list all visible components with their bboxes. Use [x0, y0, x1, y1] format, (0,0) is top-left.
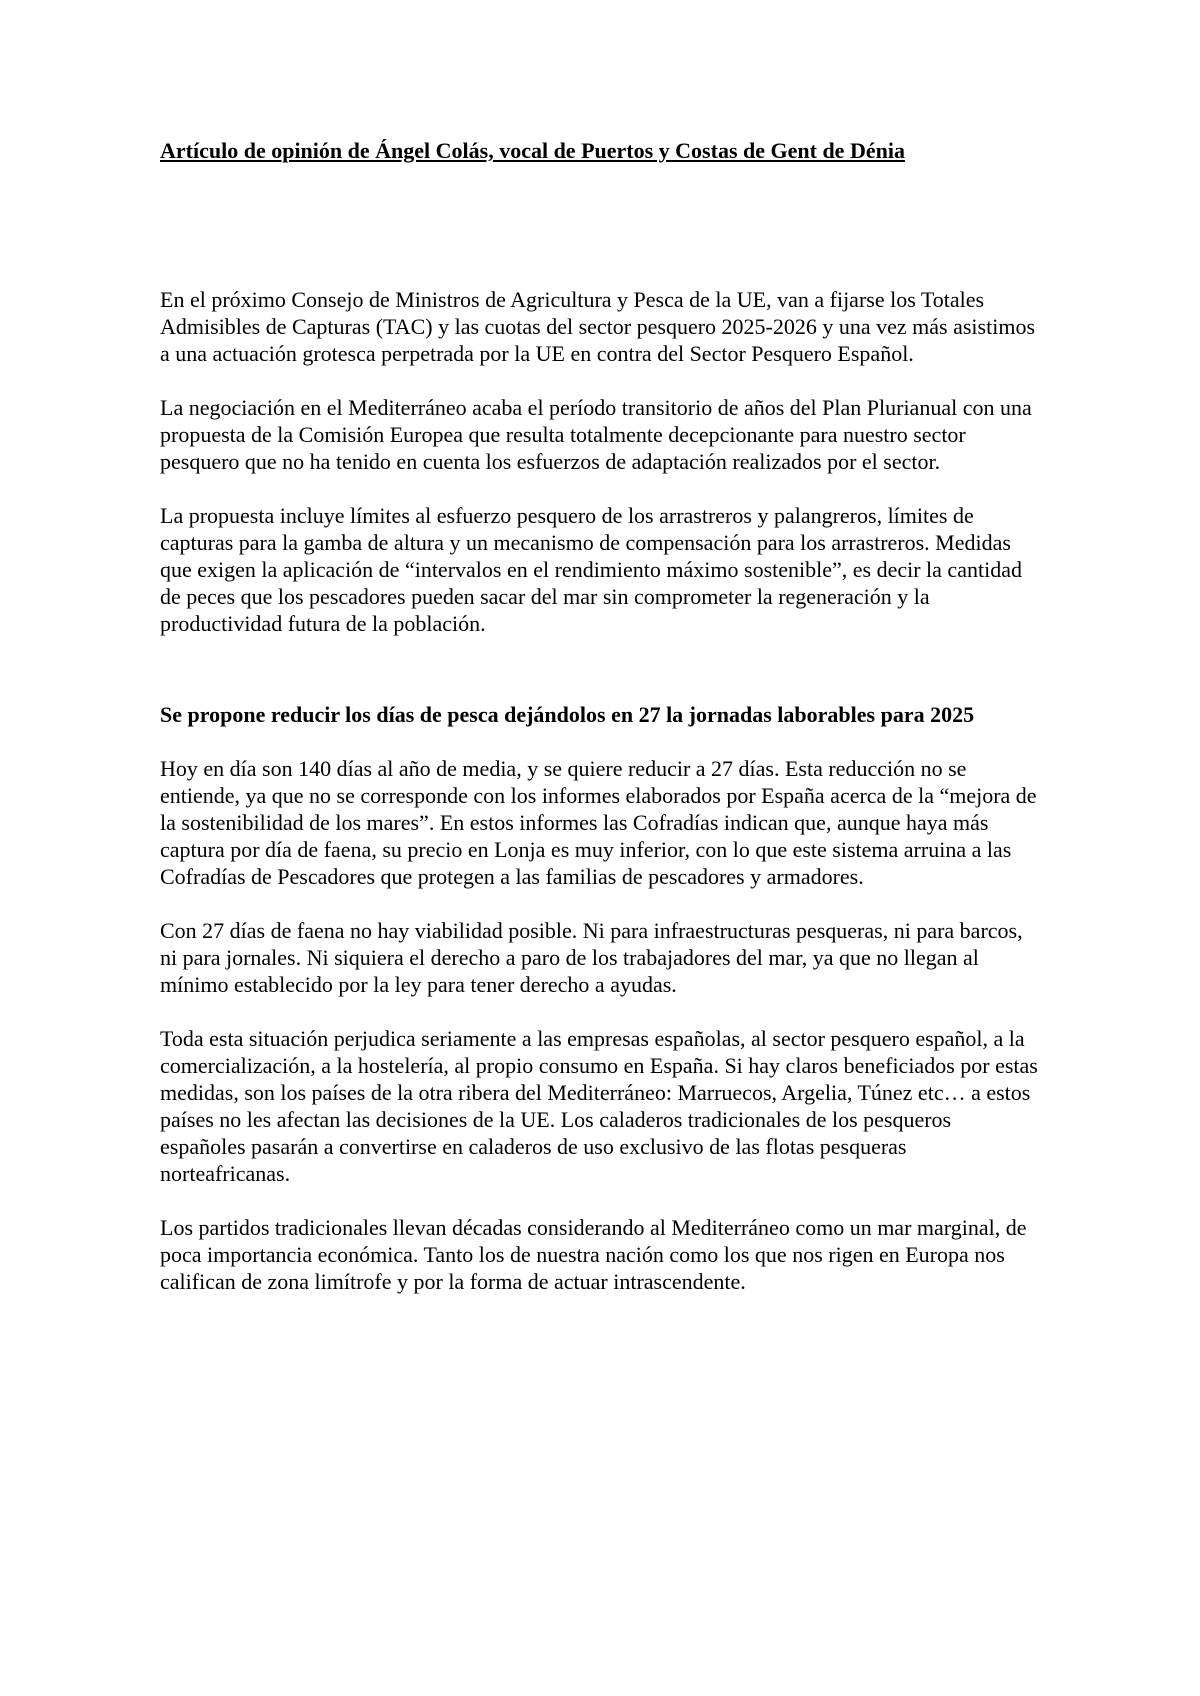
intro-paragraph-3: La propuesta incluye límites al esfuerzo pesquero de los arrastreros y palangreros, límites de capturas para la gamba de altura y un mecanismo de compensación para los arrastreros. Medidas que exigen la aplicación de “intervalos en el rendimiento máximo sostenible”, es decir la cantidad de peces que los pescadores pueden sacar del mar sin comprometer la regeneración y la productividad futura de la población. — [160, 503, 1022, 636]
body-paragraph-4: Los partidos tradicionales llevan décadas considerando al Mediterráneo como un mar marginal, de poca importancia económica. Tanto los de nuestra nación como los que nos rigen en Europa nos califican de zona limítrofe y por la forma de actuar intrascendente. — [160, 1215, 1027, 1294]
body-paragraph-2: Con 27 días de faena no hay viabilidad posible. Ni para infraestructuras pesqueras, ni para barcos, ni para jornales. Ni siquiera el derecho a paro de los trabajadores del mar, ya que no llegan al mínimo establecido por la ley para tener derecho a ayudas. — [160, 918, 1023, 997]
body-paragraph-1: Hoy en día son 140 días al año de media, y se quiere reducir a 27 días. Esta reducción no se entiende, ya que no se corresponde con los informes elaborados por España acerca de la “mejora de la sostenibilidad de los mares”. En estos informes las Cofradías indican que, aunque haya más captura por día de faena, su precio en Lonja es muy inferior, con lo que este sistema arruina a las Cofradías de Pescadores que protegen a las familias de pescadores y armadores. — [160, 756, 1037, 889]
section-heading: Se propone reducir los días de pesca dejándolos en 27 la jornadas laborables para 2025 — [160, 702, 975, 727]
document-title: Artículo de opinión de Ángel Colás, vocal de Puertos y Costas de Gent de Dénia — [160, 138, 905, 163]
intro-paragraph-1: En el próximo Consejo de Ministros de Agricultura y Pesca de la UE, van a fijarse los Totales Admisibles de Capturas (TAC) y las cuotas del sector pesquero 2025-2026 y una vez más asistimos a una actuación grotesca perpetrada por la UE en contra del Sector Pesquero Español. — [160, 287, 1036, 366]
body-paragraph-3: Toda esta situación perjudica seriamente a las empresas españolas, al sector pesquero español, a la comercialización, a la hostelería, al propio consumo en España. Si hay claros beneficiados por estas medidas, son los países de la otra ribera del Mediterráneo: Marruecos, Argelia, Túnez etc… a estos países no les afectan las decisiones de la UE. Los caladeros tradicionales de los pesqueros españoles pasarán a convertirse en caladeros de uso exclusivo de las flotas pesqueras norteafricanas. — [160, 1026, 1038, 1186]
intro-paragraph-2: La negociación en el Mediterráneo acaba el período transitorio de años del Plan Plurianual con una propuesta de la Comisión Europea que resulta totalmente decepcionante para nuestro sector pesquero que no ha tenido en cuenta los esfuerzos de adaptación realizados por el sector. — [160, 395, 1032, 474]
